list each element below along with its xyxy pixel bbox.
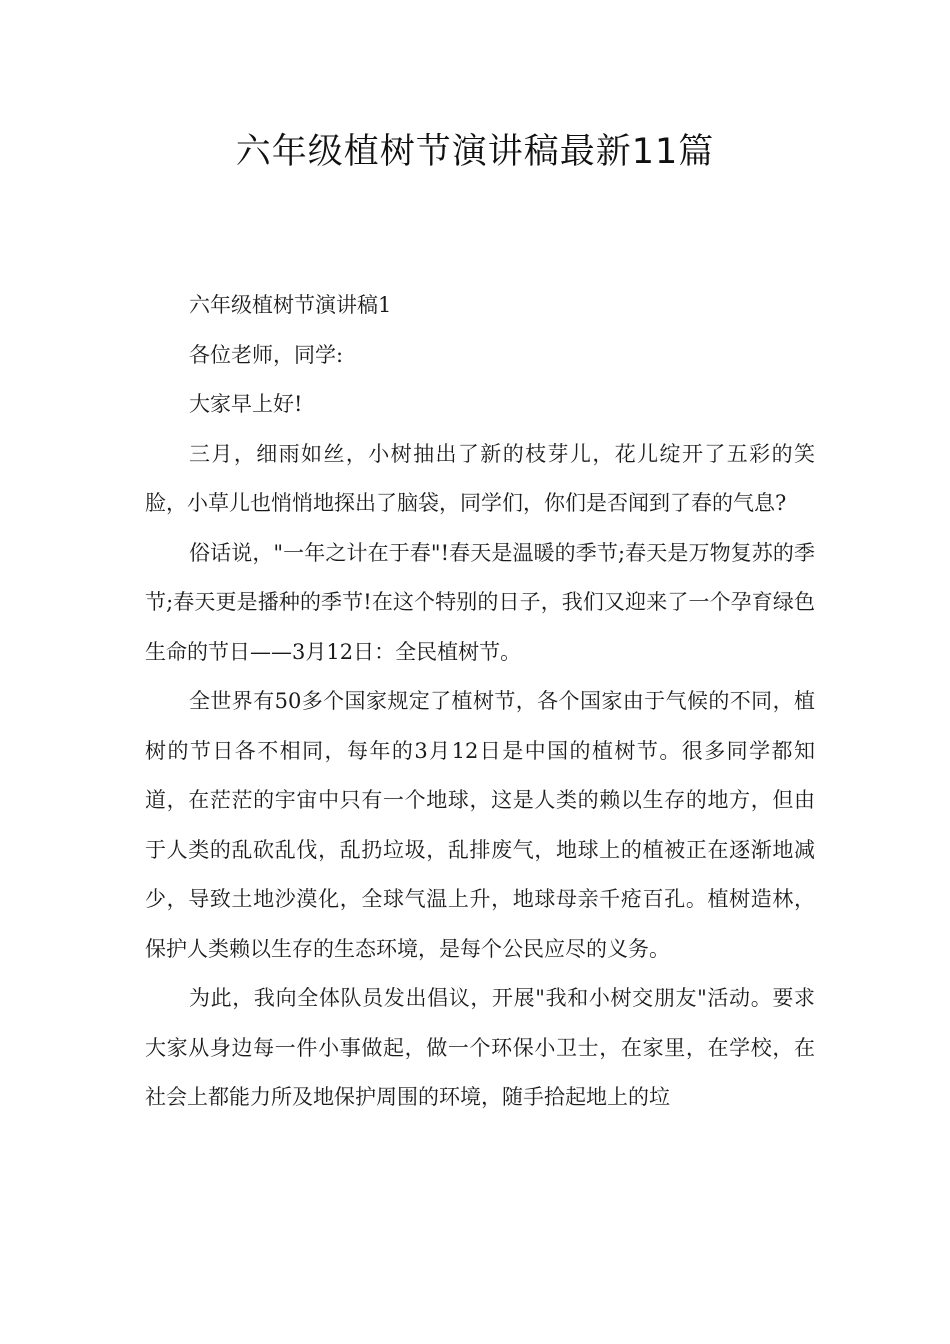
paragraph: 全世界有50多个国家规定了植树节，各个国家由于气候的不同，植树的节日各不相同，每年的3月12日是中国的植树节。很多同学都知道，在茫茫的宇宙中只有一个地球，这是人类的赖以生存的地方，但由于人类的乱砍乱伐，乱扔垃圾，乱排废气，地球上的植被正在逐渐地减少，导致土地沙漠化，全球气温上升，地球母亲千疮百孔。植树造林，保护人类赖以生存的生态环境，是每个公民应尽的义务。 xyxy=(145,689,815,961)
paragraph: 为此，我向全体队员发出倡议，开展"我和小树交朋友"活动。要求大家从身边每一件小事做起，做一个环保小卫士，在家里，在学校，在社会上都能力所及地保护周围的环境，随手拾起地上的垃 xyxy=(145,986,815,1109)
paragraph-greeting: 大家早上好! xyxy=(189,392,303,416)
paragraph: 俗话说，"一年之计在于春"!春天是温暖的季节;春天是万物复苏的季节;春天更是播种的季节!在这个特别的日子，我们又迎来了一个孕育绿色生命的节日——3月12日：全民植树节。 xyxy=(145,540,815,664)
paragraph: 三月，细雨如丝，小树抽出了新的枝芽儿，花儿绽开了五彩的笑脸，小草儿也悄悄地探出了脑袋，同学们，你们是否闻到了春的气息? xyxy=(145,441,815,515)
document-title: 六年级植树节演讲稿最新11篇 xyxy=(235,132,715,172)
paragraph-heading: 六年级植树节演讲稿1 xyxy=(189,293,392,317)
paragraph-salutation: 各位老师，同学: xyxy=(189,342,344,367)
document-body xyxy=(145,281,815,1123)
